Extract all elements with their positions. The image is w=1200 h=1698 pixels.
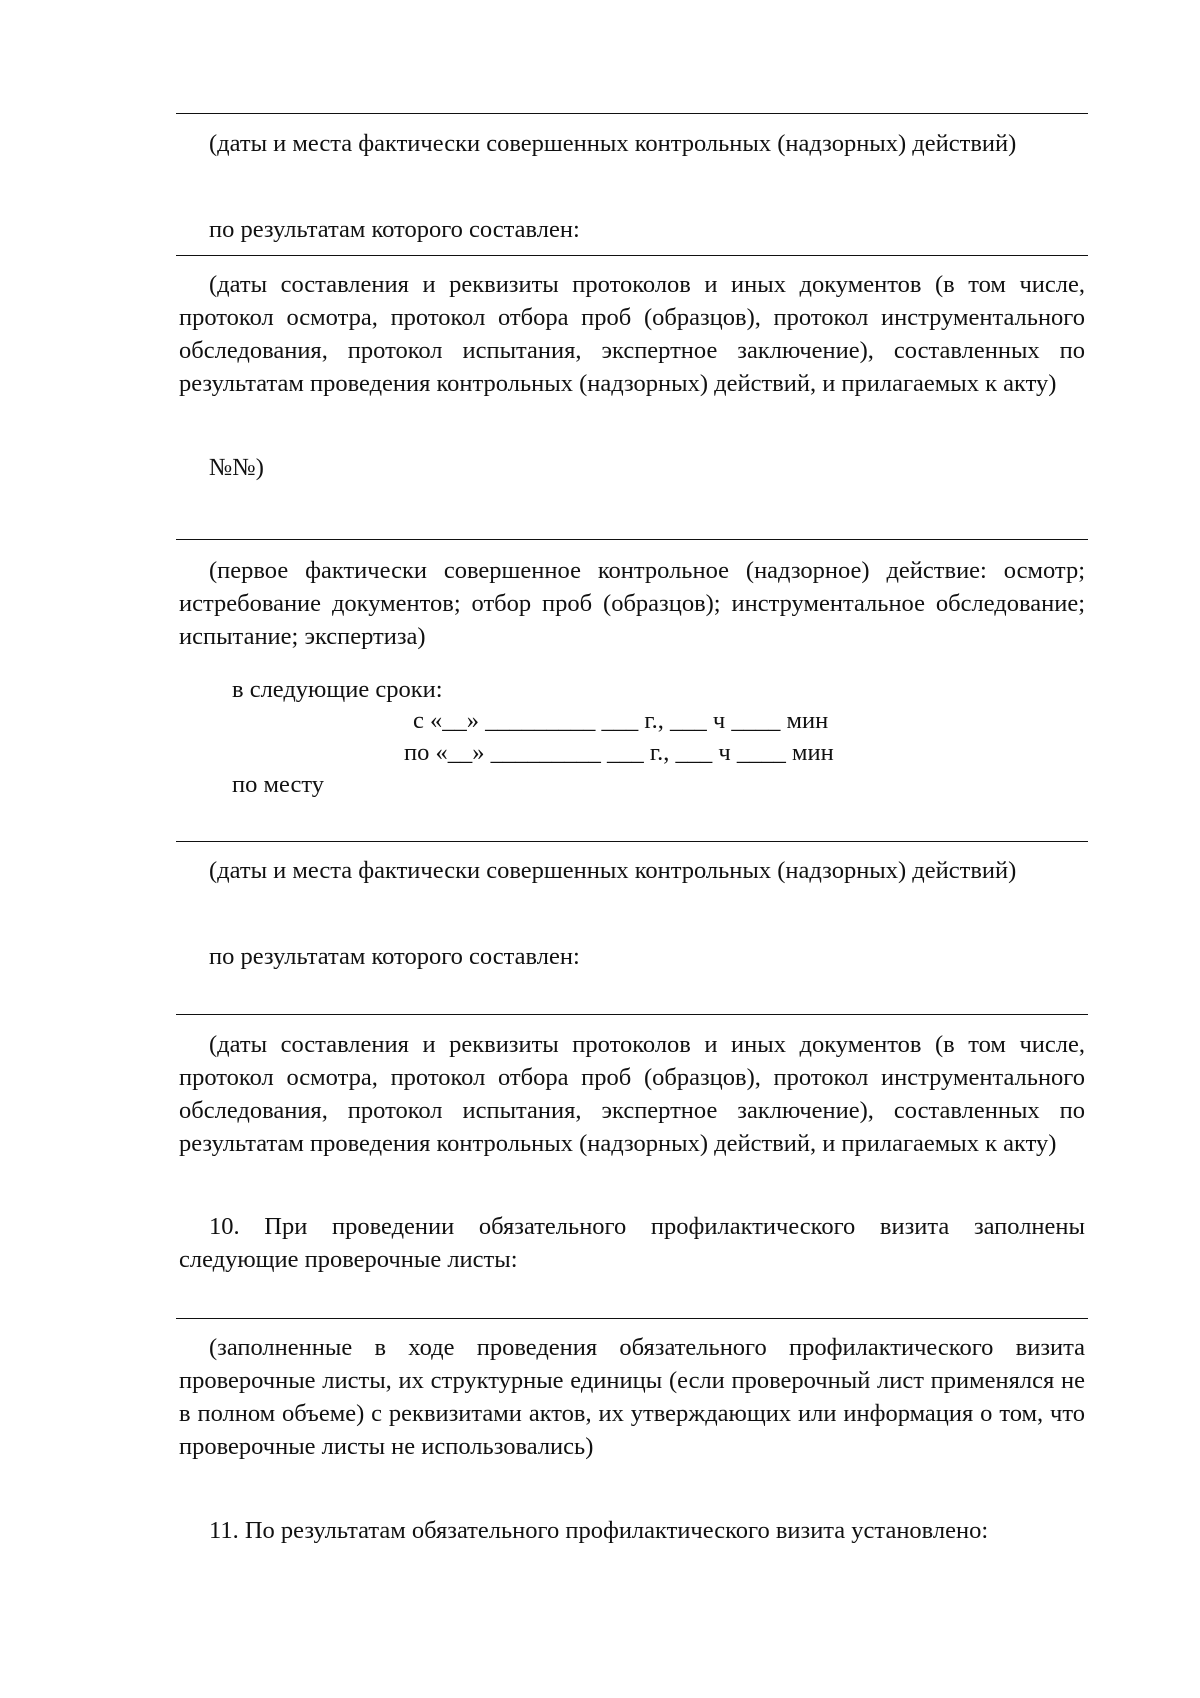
time-from-line: с «__» _________ ___ г., ___ ч ____ мин — [413, 707, 829, 734]
item-10: 10. При проведении обязательного профилактического визита заполнены следующие проверочные листы: — [179, 1213, 1085, 1273]
caption-docs: (даты составления и реквизиты протоколов и иных документов (в том числе, протокол осмотра, протокол отбора проб (образцов), протокол инструментального обследования, протокол испытания, экспертное заключение), составленных по результатам проведения контрольных (надзорных) действий, и прилагаемых к акту) — [179, 1031, 1085, 1157]
fill-in-line — [176, 255, 1088, 256]
caption-docs: (даты составления и реквизиты протоколов и иных документов (в том числе, протокол осмотра, протокол отбора проб (образцов), протокол инструментального обследования, протокол испытания, экспертное заключение), составленных по результатам проведения контрольных (надзорных) действий, и прилагаемых к акту) — [179, 271, 1085, 397]
results-intro: по результатам которого составлен: — [209, 216, 580, 243]
time-to-line: по «__» _________ ___ г., ___ ч ____ мин — [404, 739, 834, 766]
place-label: по месту — [232, 771, 324, 798]
results-intro: по результатам которого составлен: — [209, 943, 580, 970]
fill-in-line — [176, 113, 1088, 114]
numbers-label: №№) — [209, 454, 264, 481]
fill-in-line — [176, 1014, 1088, 1015]
fill-in-line — [176, 539, 1088, 540]
item-11: 11. По результатам обязательного профилактического визита установлено: — [209, 1517, 989, 1544]
terms-label: в следующие сроки: — [232, 676, 443, 703]
item-10-caption: (заполненные в ходе проведения обязательного профилактического визита проверочные листы, их структурные единицы (если проверочный лист применялся не в полном объеме) с реквизитами актов, их утверждающих или информация о том, что проверочные листы не использовались) — [179, 1334, 1085, 1460]
caption-first-action: (первое фактически совершенное контрольное (надзорное) действие: осмотр; истребование документов; отбор проб (образцов); инструментальное обследование; испытание; экспертиза) — [179, 557, 1085, 650]
caption-places: (даты и места фактически совершенных контрольных (надзорных) действий) — [209, 130, 1017, 157]
caption-places: (даты и места фактически совершенных контрольных (надзорных) действий) — [209, 857, 1017, 884]
fill-in-line — [176, 1318, 1088, 1319]
fill-in-line — [176, 841, 1088, 842]
